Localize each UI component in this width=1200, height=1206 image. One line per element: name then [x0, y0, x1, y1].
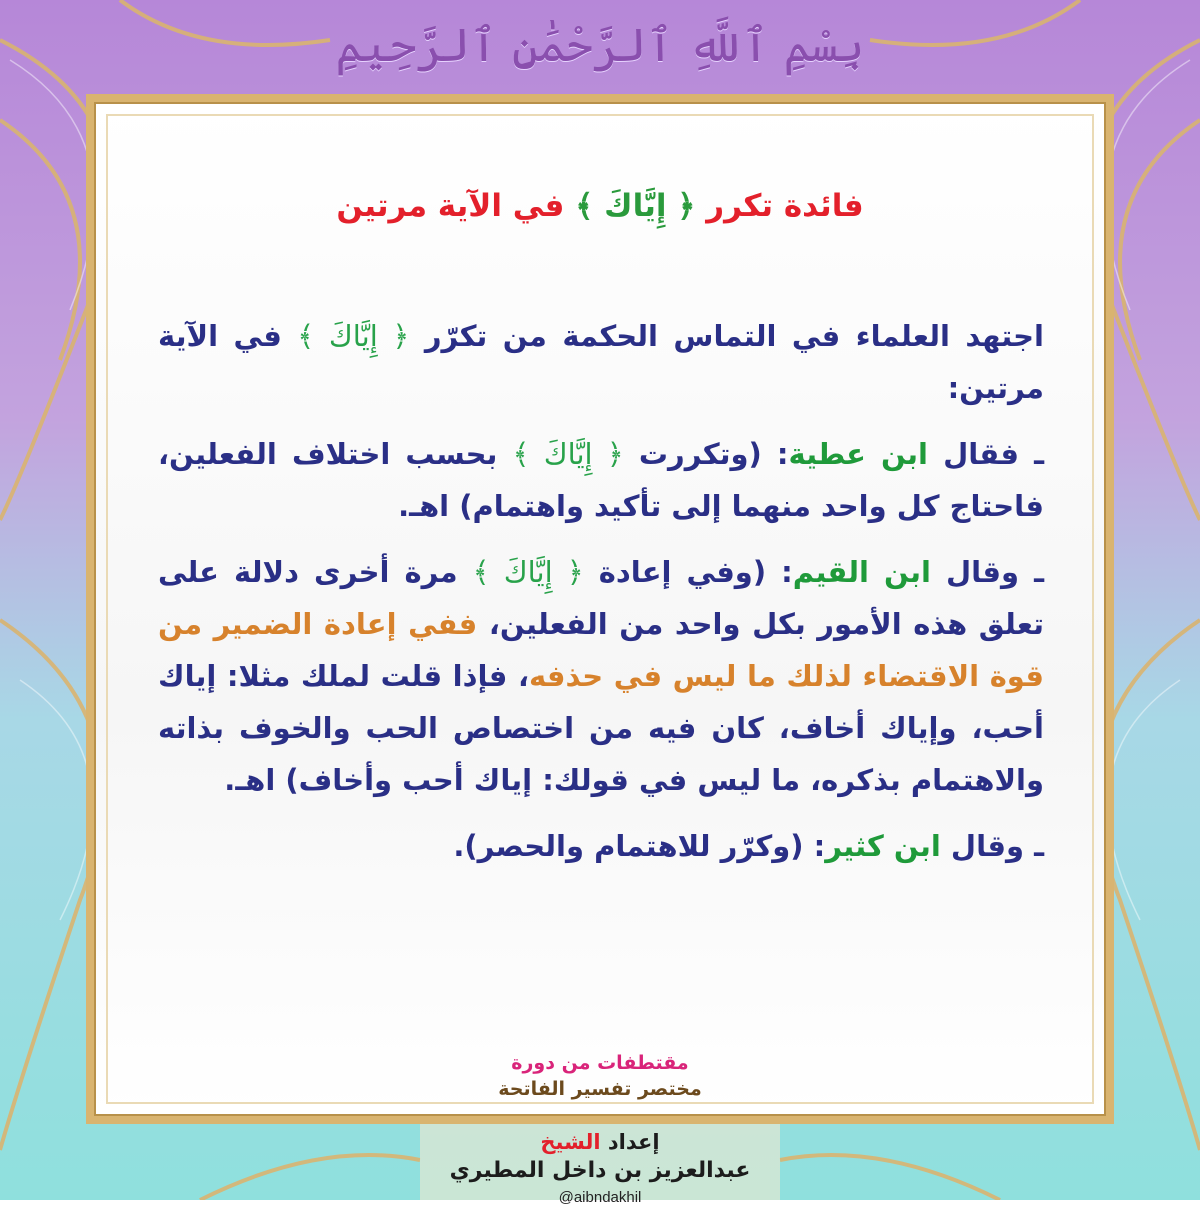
- scholar-name-ibn-alqayyim: ابن القيم: [792, 555, 931, 589]
- source-line1: مقتطفات من دورة: [511, 1052, 689, 1074]
- basmala-heading: بِسْمِ ٱللَّهِ ٱلرَّحْمَٰنِ ٱلرَّحِيمِ: [335, 18, 865, 72]
- quote2-lead: ـ وقال: [930, 555, 1045, 589]
- title-quran-word: ﴿ إِيَّاكَ ﴾: [575, 188, 696, 224]
- quote1-text-a: : (وتكررت: [623, 437, 789, 471]
- intro-text-b: في الآية مرتين:: [158, 319, 1044, 405]
- article-body: [158, 310, 1044, 886]
- author-name: عبدالعزيز بن داخل المطيري: [449, 1158, 751, 1183]
- quote2-text-c: ، فإذا قلت لملك مثلا: إياك أحب، وإياك أخاف، كان فيه من اختصاص الحب والخوف بذاته والاهتمام بذكره، ما ليس في قولك: إياك أحب وأخاف) اهـ.: [158, 659, 1044, 797]
- quote3-text: : (وكرّر للاهتمام والحصر).: [453, 829, 826, 863]
- page-title: [94, 188, 1106, 224]
- source-line2: مختصر تفسير الفاتحة: [498, 1078, 702, 1100]
- author-credit: [0, 1130, 1200, 1206]
- quote2-text-a: : (وفي إعادة: [583, 555, 793, 589]
- course-source: [94, 1052, 1106, 1100]
- quote2-highlight: ففي إعادة الضمير من قوة الاقتضاء لذلك ما ليس في حذفه: [158, 607, 1044, 693]
- quote2-text-b: مرة أخرى دلالة على تعلق هذه الأمور بكل واحد من الفعلين،: [158, 555, 1044, 641]
- intro-paragraph: [158, 310, 1044, 414]
- quote-ibn-alqayyim: [158, 546, 1044, 806]
- quote1-quran-word: ﴿ إِيَّاكَ ﴾: [512, 437, 624, 471]
- title-part1: فائدة تكرر: [706, 188, 864, 224]
- title-part2: في الآية مرتين: [336, 188, 565, 224]
- quote3-lead: ـ وقال: [940, 829, 1044, 863]
- credit-title: الشيخ: [540, 1130, 601, 1154]
- content-card: [86, 94, 1114, 1124]
- intro-text-a: اجتهد العلماء في التماس الحكمة من تكرّر: [409, 319, 1044, 353]
- credit-line1: [0, 1130, 1200, 1154]
- quote-ibn-kathir: [158, 820, 1044, 872]
- quote1-lead: ـ فقال: [927, 437, 1044, 471]
- quote1-text-b: بحسب اختلاف الفعلين، فاحتاج كل واحد منهما إلى تأكيد واهتمام) اهـ.: [158, 437, 1044, 523]
- scholar-name-ibn-kathir: ابن كثير: [825, 829, 941, 863]
- quote-ibn-atiyya: [158, 428, 1044, 532]
- author-handle: @aibndakhil: [558, 1189, 642, 1206]
- scholar-name-ibn-atiyya: ابن عطية: [788, 437, 928, 471]
- intro-quran-word: ﴿ إِيَّاكَ ﴾: [297, 319, 410, 353]
- quote2-quran-word: ﴿ إِيَّاكَ ﴾: [472, 555, 584, 589]
- credit-prefix: إعداد: [607, 1130, 660, 1154]
